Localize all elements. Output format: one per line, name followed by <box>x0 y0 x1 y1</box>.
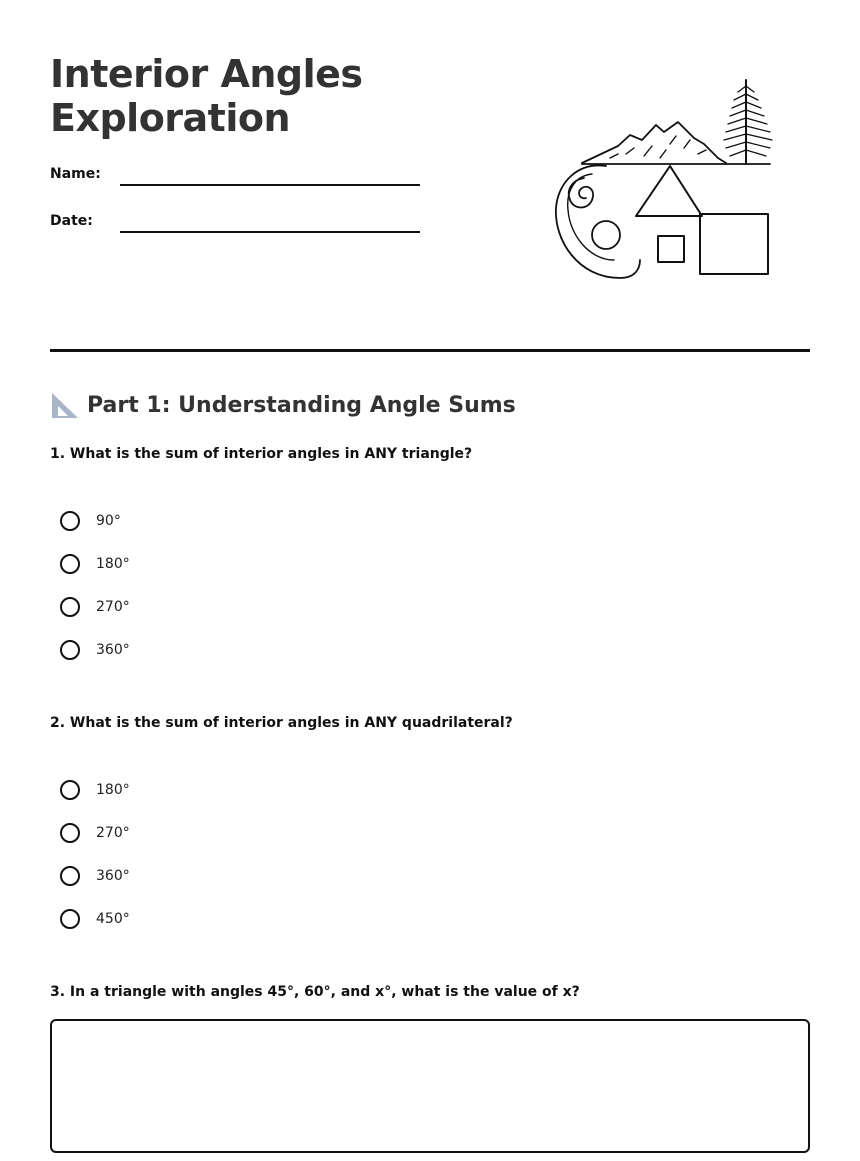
q1-option-3[interactable] <box>60 594 130 620</box>
question-1-text: 1. What is the sum of interior angles in ANY triangle? <box>50 446 473 462</box>
option-label: 450° <box>96 911 130 927</box>
triangle-shape <box>636 166 702 216</box>
spiral-inner <box>568 174 614 260</box>
title-line-2: Exploration <box>50 96 291 140</box>
radio-button[interactable] <box>60 554 80 574</box>
q1-option-2[interactable] <box>60 551 130 577</box>
name-input-line[interactable] <box>120 184 420 186</box>
page-title <box>50 52 490 140</box>
answer-text-box[interactable] <box>50 1019 810 1153</box>
name-label: Name: <box>50 166 101 182</box>
q2-option-2[interactable] <box>60 820 130 846</box>
option-label: 270° <box>96 599 130 615</box>
date-field <box>50 211 430 241</box>
spiral-curl <box>569 178 593 208</box>
radio-button[interactable] <box>60 511 80 531</box>
radio-button[interactable] <box>60 866 80 886</box>
fern-leaves <box>724 86 772 156</box>
question-2-text: 2. What is the sum of interior angles in ANY quadrilateral? <box>50 715 513 731</box>
radio-button[interactable] <box>60 640 80 660</box>
q1-option-1[interactable] <box>60 508 121 534</box>
option-label: 270° <box>96 825 130 841</box>
radio-button[interactable] <box>60 823 80 843</box>
radio-button[interactable] <box>60 597 80 617</box>
large-square <box>700 214 768 274</box>
mountain-outline <box>582 122 726 163</box>
q2-option-1[interactable] <box>60 777 130 803</box>
question-3-text: 3. In a triangle with angles 45°, 60°, and x°, what is the value of x? <box>50 984 580 1000</box>
option-label: 180° <box>96 556 130 572</box>
q1-option-4[interactable] <box>60 637 130 663</box>
part1-title: Part 1: Understanding Angle Sums <box>87 392 516 418</box>
set-square-icon <box>50 390 80 420</box>
title-line-1: Interior Angles <box>50 52 363 96</box>
part1-heading <box>50 388 516 422</box>
spiral-circle <box>592 221 620 249</box>
date-label: Date: <box>50 213 93 229</box>
option-label: 360° <box>96 868 130 884</box>
date-input-line[interactable] <box>120 231 420 233</box>
option-label: 360° <box>96 642 130 658</box>
spiral-outline <box>556 165 640 278</box>
q2-option-3[interactable] <box>60 863 130 889</box>
radio-button[interactable] <box>60 909 80 929</box>
option-label: 90° <box>96 513 121 529</box>
radio-button[interactable] <box>60 780 80 800</box>
section-divider <box>50 349 810 352</box>
option-label: 180° <box>96 782 130 798</box>
q2-option-4[interactable] <box>60 906 130 932</box>
landscape-shapes-illustration <box>548 70 788 285</box>
small-square <box>658 236 684 262</box>
name-field <box>50 164 430 194</box>
